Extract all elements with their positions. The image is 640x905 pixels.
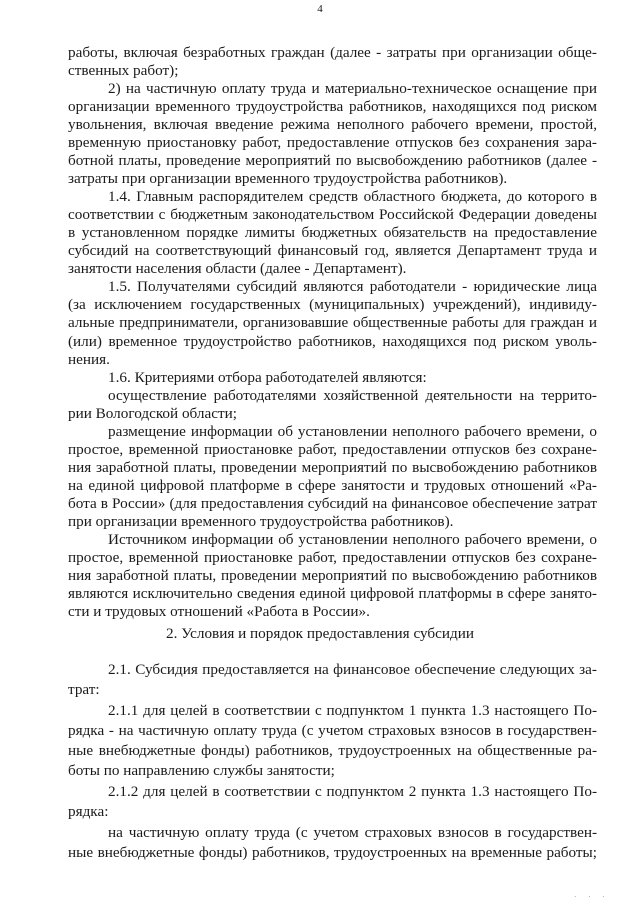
text-line: 2.1.1 для целей в соответствии с подпунктом 1 пункта 1.3 настоящего По-: [108, 702, 597, 719]
page-number: 4: [317, 3, 323, 15]
text-line: работы, включая безработных граждан (далее - затраты при организации обще-: [68, 44, 597, 61]
section-heading: 2. Условия и порядок предоставления субсидии: [166, 625, 474, 642]
text-line: субсидий на соответствующий финансовый год, является Департамент труда и: [68, 242, 597, 259]
text-line: являются исключительно сведения единой цифровой платформы в сфере занято-: [68, 585, 597, 602]
text-line: сти и трудовых отношений «Работа в России».: [68, 603, 370, 620]
text-line: организации временного трудоустройства работников, находящихся под риском: [68, 98, 597, 115]
text-line: ния заработной платы, проведении мероприятий по высвобождению работников: [68, 459, 597, 476]
text-line: 2.1. Субсидия предоставляется на финансовое обеспечение следующих за-: [108, 661, 597, 678]
text-line: ные внебюджетные фонды) работников, трудоустроенных на общественные ра-: [68, 742, 597, 759]
text-line: в установленном порядке лимиты бюджетных обязательств на предоставление: [68, 224, 597, 241]
text-line: соответствии с бюджетным законодательством Российской Федерации доведены: [68, 206, 597, 223]
text-line: размещение информации об установлении неполного рабочего времени, о: [108, 423, 597, 440]
text-line: на единой цифровой платформе в сфере занятости и трудовых отношений «Ра-: [68, 477, 597, 494]
text-line: альные предприниматели, организовавшие общественные работы для граждан и: [68, 314, 597, 331]
scan-artifact: · · ·: [574, 893, 610, 901]
text-line: бота в России» (для предоставления субсидий на финансовое обеспечение затрат: [68, 495, 597, 512]
text-line: занятости населения области (далее - Департамент).: [68, 260, 407, 277]
text-line: 1.5. Получателями субсидий являются работодатели - юридические лица: [108, 278, 597, 295]
text-line: при организации временного трудоустройства работников).: [68, 513, 454, 530]
text-line: затраты при организации временного трудоустройства работников).: [68, 170, 508, 187]
text-line: простое, временной приостановке работ, предоставлении отпусков без сохране-: [68, 441, 597, 458]
text-line: 1.6. Критериями отбора работодателей являются:: [108, 369, 427, 386]
text-line: 2.1.2 для целей в соответствии с подпунктом 2 пункта 1.3 настоящего По-: [108, 783, 597, 800]
text-line: 1.4. Главным распорядителем средств областного бюджета, до которого в: [108, 188, 597, 205]
text-line: простое, временной приостановке работ, предоставлении отпусков без сохране-: [68, 549, 597, 566]
text-line: на частичную оплату труда (с учетом страховых взносов в государствен-: [108, 824, 597, 841]
text-line: (за исключением государственных (муниципальных) учреждений), индивиду-: [68, 296, 597, 313]
text-line: ные внебюджетные фонды) работников, трудоустроенных на временные работы;: [68, 844, 597, 861]
text-line: рядка:: [68, 803, 109, 820]
text-line: боты по направлению службы занятости;: [68, 762, 335, 779]
text-line: временную приостановку работ, предоставление отпусков без сохранения зара-: [68, 134, 597, 151]
text-line: Источником информации об установлении неполного рабочего времени, о: [108, 531, 597, 548]
text-line: ботной платы, проведение мероприятий по высвобождению работников (далее -: [68, 152, 597, 169]
text-line: осуществление работодателями хозяйственной деятельности на террито-: [108, 387, 597, 404]
text-line: 2) на частичную оплату труда и материально-техническое оснащение при: [108, 80, 597, 97]
text-line: увольнения, включая введение режима неполного рабочего времени, простой,: [68, 116, 597, 133]
text-line: ния заработной платы, проведении мероприятий по высвобождению работников: [68, 567, 597, 584]
text-line: рии Вологодской области;: [68, 405, 237, 422]
text-line: (или) временное трудоустройство работников, находящихся под риском уволь-: [68, 333, 597, 350]
text-line: нения.: [68, 351, 110, 368]
text-line: рядка - на частичную оплату труда (с учетом страховых взносов в государствен-: [68, 722, 597, 739]
text-line: ственных работ);: [68, 62, 179, 79]
text-line: трат:: [68, 681, 100, 698]
